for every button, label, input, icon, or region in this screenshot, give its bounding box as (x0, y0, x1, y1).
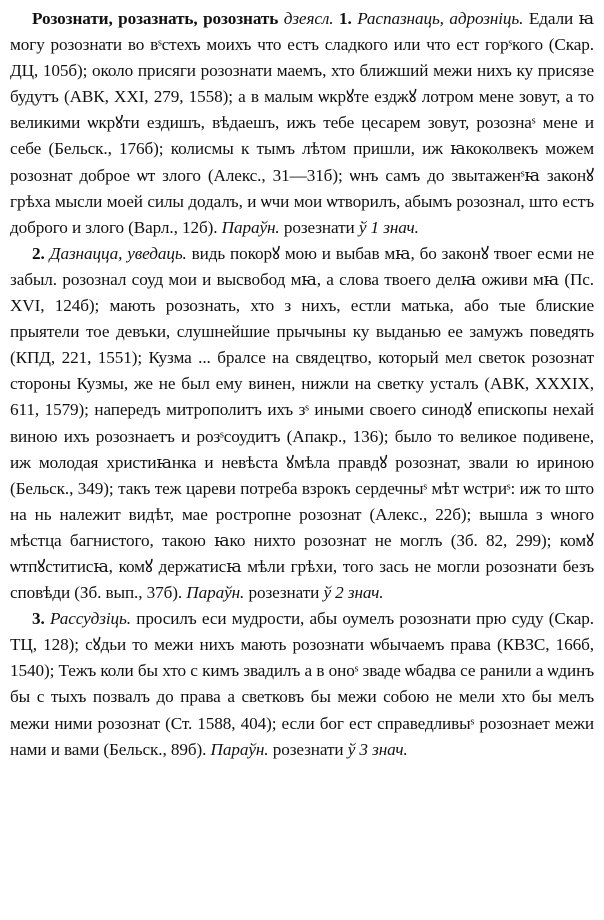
sense-1-ref-label: Параўн. (221, 217, 280, 237)
sense-2-citations: видь покорꙋ мою и выбав мꙗ, бо законꙋ твоег есми не забыл. розознал соуд мои и высвобод мꙗ, а слова твоего делꙗ оживи мꙗ (Пс. XVI, 124б); мають розознать, хто з нихъ, естли матька, або тые блиские прыятели тое девъки, слушнейшие прычыны ку выданью ее замужъ поведять (КПД, 221, 1551); Кузма ... бралсе на свядецтво, который мел светок розознат стороны Кузмы, же не был ему винен, нижли на светку усталъ (АВК, XXXIX, 611, 1579); напередъ митрополитъ ихъ зˢ иными своего синодꙋ епископы нехай виною ихъ розознаетъ и розˢсоудитъ (Апакр., 136); было то великое подивене, иж молодая христиꙗнка и невѣста ꙋмѣла правдꙋ розознат, звали ю ириною (Бельск., 349); такъ теж цареви потреба взрокъ сердечныˢ мѣт ѡстриˢ: иж то што на нь належит видѣт, мае ростропне розознат (Алекс., 22б); вышла з ѡного мѣстца багнистого, такою ꙗко нихто розознат не моглъ (Зб. 82, 299); комꙋ ѡтпꙋститисꙗ, комꙋ держатисꙗ мѣли грѣхи, того зась не могли розознати безъ сповѣди (Зб. вып., 37б). (10, 243, 594, 603)
sense-1-number: 1. (338, 9, 352, 28)
sense-1-ref-word: розезнати (283, 217, 355, 237)
sense-2-ref-word: розезнати (248, 583, 320, 603)
sense-3-citations: просилъ еси мудрости, абы оумелъ розознати прю суду (Скар. ТЦ, 128); сꙋдьи то межи нихъ мають розознати ѡбычаемъ права (КВЗС, 166б, 1540); Тежъ коли бы хто с кимъ звадилъ а в оноˢ зваде ѡбадва се ранили а ѡдинъ бы с тыхъ позвалъ до права а светковъ бы межи собою не мели хто бы мелъ межи ними розознат (Ст. 1588, 404); если бог ест справедливыˢ розознает межи нами и вами (Бельск., 89б). (10, 609, 594, 759)
sense-2-definition: Дазнацца, уведаць. (49, 243, 187, 263)
sense-1-citations: Едали ꙗ могу розознати во вˢстехъ моихъ что естъ сладкого или что ест горˢкого (Скар. ДЦ, 105б); около присяги розознати маемъ, хто ближший межи нихъ ку присязе будутъ (АВК, XXI, 279, 1558); а в малым ѡкрꙋте езджꙋ лотром мене зовут, а то великими ѡкрꙋти ездишъ, вѣдаешъ, ижъ тебе цесарем зовут, розознаˢ мене и себе (Бельск., 176б); колисмы к тымъ лѣтом пришли, иж ꙗкоколвекъ можем розознат доброе ѡт злого (Алекс., 31—31б); ѡнъ самъ до звытаженˢꙗ законꙋ грѣха мысли моей силы додалъ, и ѡчи мои ѡтворилъ, абымъ розознал, што естъ доброго и злого (Варл., 12б). (10, 9, 594, 237)
sense-3-ref-label: Параўн. (210, 739, 269, 759)
sense-2-ref-label: Параўн. (186, 583, 245, 603)
sense-1-ref-sense: ў 1 знач. (358, 217, 419, 237)
sense-3-number: 3. (32, 609, 45, 629)
sense-3-ref-word: розезнати (272, 739, 344, 759)
sense-3-paragraph (10, 606, 594, 763)
sense-2-ref-sense: ў 2 знач. (323, 583, 384, 603)
sense-3-ref-sense: ў 3 знач. (347, 739, 408, 759)
dictionary-entry (10, 6, 594, 763)
headword: Розознати, розазнать, розознать (32, 9, 279, 28)
sense-2-paragraph (10, 241, 594, 606)
grammar-label: дзеясл. (283, 9, 334, 28)
sense-1-paragraph (10, 6, 594, 241)
sense-3-definition: Рассудзіць. (49, 609, 131, 629)
sense-2-number: 2. (32, 243, 45, 263)
sense-1-definition: Распазнаць, адрозніць. (357, 9, 524, 28)
